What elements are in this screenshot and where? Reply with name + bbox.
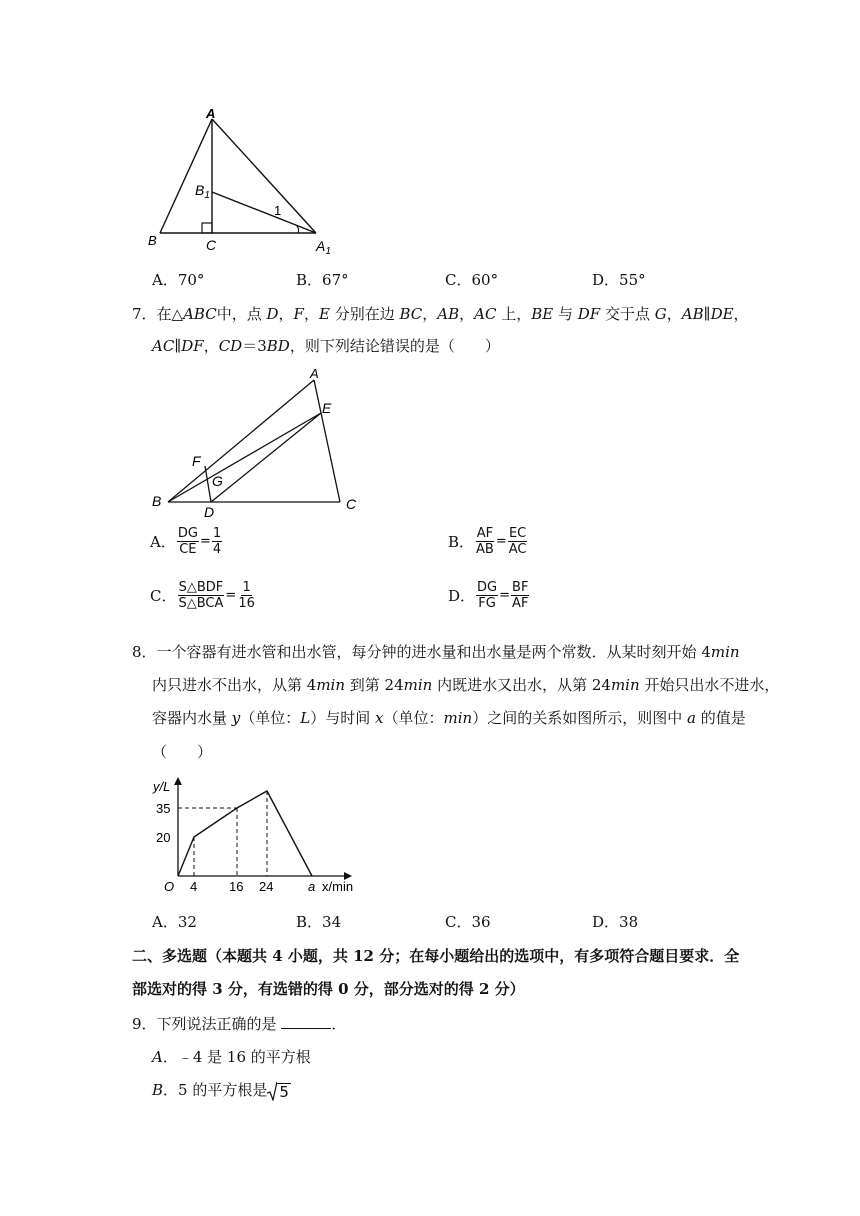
q8-stem-line3: 容器内水量 y（单位：L）与时间 x（单位：min）之间的关系如图所示，则图中 a 的值是 <box>152 709 746 727</box>
label-C: C <box>346 496 357 512</box>
graph-ytick-35: 35 <box>156 801 171 816</box>
q9-answer-blank[interactable] <box>281 1014 331 1029</box>
q7-option-b[interactable]: B． $\frac{AF}{AB}$ = $\frac{EC}{AC}$ <box>448 526 527 557</box>
label-D: D <box>204 504 215 520</box>
q6-option-b[interactable]: B．67° <box>296 271 349 289</box>
q9-stem: 9．下列说法正确的是 ． <box>132 1015 347 1033</box>
graph-xlabel: x/min <box>322 879 354 894</box>
q7-option-c[interactable]: C． $\frac{\text{S△BDF}}{\text{S△BCA}}$ = $\frac{1}{16}$ <box>150 580 255 611</box>
q8-stem-line4: （ ） <box>152 743 213 761</box>
label-B1: $B_1$ <box>195 182 210 201</box>
graph-origin: O <box>164 879 175 894</box>
graph-xtick-a: a <box>308 879 316 894</box>
q6-option-a[interactable]: A．70° <box>152 271 205 289</box>
figure-q7-triangle <box>140 362 370 520</box>
graph-ylabel: y/L <box>153 779 171 794</box>
label-E: E <box>322 400 332 416</box>
figure-q8-graph <box>148 773 368 895</box>
q8-option-b[interactable]: B．34 <box>296 913 342 931</box>
label-A: A <box>310 366 319 381</box>
figure-q6-triangle <box>140 105 350 255</box>
label-angle-1: 1 <box>274 203 282 218</box>
q8-option-c[interactable]: C．36 <box>445 913 491 931</box>
section2-heading-line1: 二、多选题（本题共 4 小题，共 12 分；在每小题给出的选项中，有多项符合题目要求．全 <box>132 947 740 965</box>
q7-option-a[interactable]: A． $\frac{DG}{CE}$ = $\frac{1}{4}$ <box>150 526 222 557</box>
q9-option-a[interactable]: A．﹣4 是 16 的平方根 <box>152 1048 311 1066</box>
q9-option-b[interactable]: B．5 的平方根是 5 <box>152 1081 289 1101</box>
section2-heading-line2: 部选对的得 3 分，有选错的得 0 分，部分选对的得 2 分） <box>132 980 525 998</box>
label-A1: $A_1$ <box>316 238 331 255</box>
q8-stem-line2: 内只进水不出水，从第 4min 到第 24min 内既进水又出水，从第 24min 开始只出水不进水， <box>152 676 780 694</box>
graph-ytick-20: 20 <box>156 830 171 845</box>
q8-option-a[interactable]: A．32 <box>152 913 197 931</box>
q8-stem-line1: 8．一个容器有进水管和出水管，每分钟的进水量和出水量是两个常数．从某时刻开始 4min <box>132 643 740 661</box>
q6-option-c[interactable]: C．60° <box>445 271 499 289</box>
label-B: B <box>152 493 162 509</box>
q8-option-d[interactable]: D．38 <box>592 913 639 931</box>
label-C: C <box>206 237 217 253</box>
label-B: B <box>148 233 157 248</box>
sqrt-symbol: 5 <box>267 1081 291 1101</box>
graph-xtick-4: 4 <box>190 879 198 894</box>
q7-stem-line2: AC∥DF，CD＝3BD，则下列结论错误的是（ ） <box>152 337 500 355</box>
label-G: G <box>212 473 223 489</box>
q7-option-d[interactable]: D． $\frac{DG}{FG}$ = $\frac{BF}{AF}$ <box>448 580 529 611</box>
label-A: A <box>206 106 216 121</box>
graph-xtick-24: 24 <box>259 879 274 894</box>
graph-xtick-16: 16 <box>229 879 244 894</box>
q6-option-d[interactable]: D．55° <box>592 271 646 289</box>
q7-stem-line1: 7．在△ABC中，点 D，F，E 分别在边 BC，AB，AC 上，BE 与 DF 交于点 G，AB∥DE， <box>132 305 749 323</box>
label-F: F <box>192 453 201 469</box>
